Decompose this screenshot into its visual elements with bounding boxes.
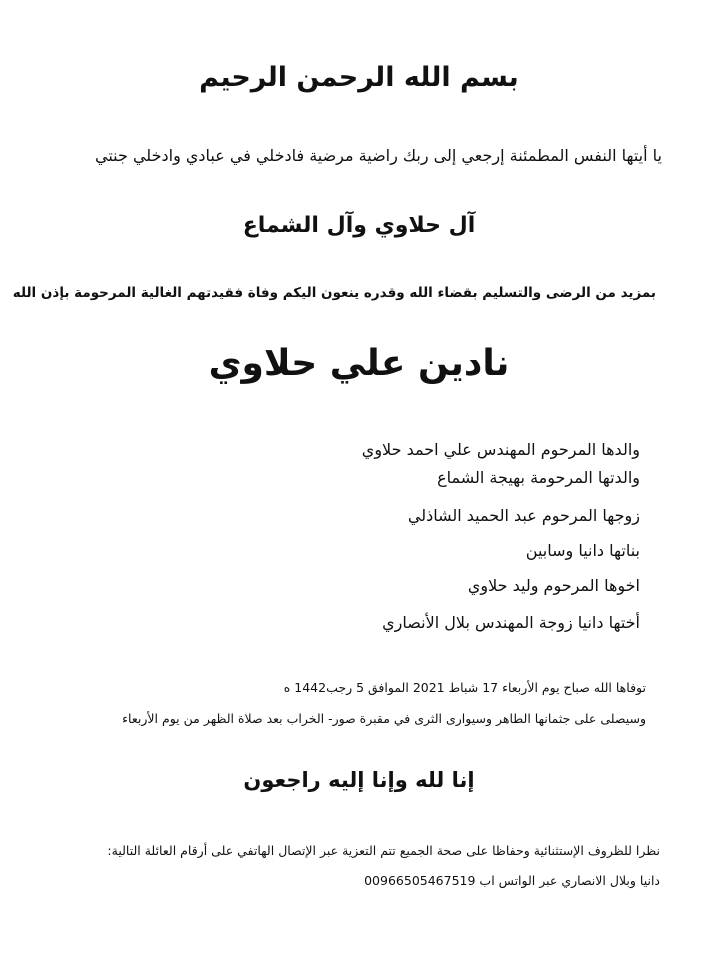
- burial-details: وسيصلى على جثمانها الطاهر وسيوارى الثرى في مقبرة صور- الخراب بعد صلاة الظهر من يوم الأربعاء: [122, 711, 646, 726]
- families-heading: آل حلاوي وآل الشماع: [242, 213, 476, 238]
- death-details: توفاها الله صباح يوم الأربعاء 17 شباط 2021 الموافق 5 رجب1442 ه: [283, 680, 646, 695]
- announcement-text: بمزيد من الرضى والتسليم بقضاء الله وقدره ينعون اليكم وفاة فقيدتهم الغالية المرحومة بإذن الله: [12, 285, 656, 301]
- quran-verse: يا أيتها النفس المطمئنة إرجعي إلى ربك راضية مرضية فادخلي في عبادي وادخلي جنتي: [95, 146, 662, 165]
- condolence-note: نظرا للظروف الإستثنائية وحفاظا على صحة الجميع تتم التعزية عبر الإتصال الهاتفي على أرقام العائلة التالية:: [107, 843, 660, 858]
- relative-husband: زوجها المرحوم عبد الحميد الشاذلي: [407, 506, 640, 525]
- contact-line: دانيا وبلال الانصاري عبر الواتس اب 00966505467519: [364, 873, 660, 888]
- relative-mother: والدتها المرحومة بهيجة الشماع: [437, 468, 640, 487]
- relative-daughters: بناتها دانيا وسابين: [525, 541, 640, 560]
- deceased-name: نادين علي حلاوي: [208, 343, 510, 384]
- relative-sister: أختها دانيا زوجة المهندس بلال الأنصاري: [382, 613, 640, 632]
- basmala-heading: بسم الله الرحمن الرحيم: [199, 62, 519, 93]
- relative-brother: اخوها المرحوم وليد حلاوي: [467, 576, 640, 595]
- relative-father: والدها المرحوم المهندس علي احمد حلاوي: [361, 440, 640, 459]
- istirja-heading: إنا لله وإنا إليه راجعون: [243, 768, 475, 792]
